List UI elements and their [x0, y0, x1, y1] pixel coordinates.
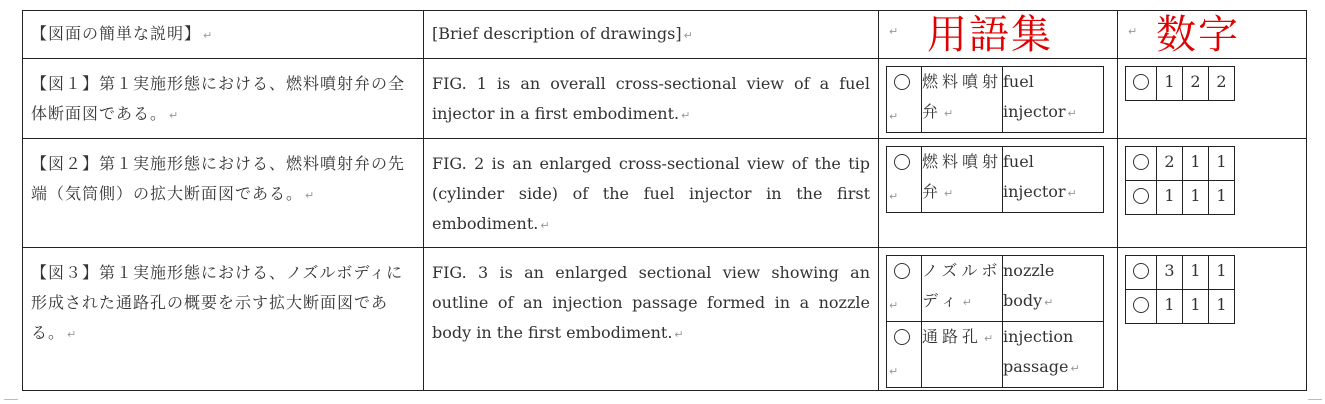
- checkbox-cell[interactable]: [1126, 256, 1157, 290]
- paragraph-mark: ↵: [889, 299, 899, 312]
- drawings-description-table: [22, 10, 1307, 391]
- paragraph-mark: ↵: [169, 109, 180, 122]
- row1-jp-text: 【図１】第１実施形態における、燃料噴射弁の全体断面図である。: [31, 74, 406, 123]
- glossary-entry: [887, 67, 1104, 133]
- paragraph-mark: ↵: [944, 187, 958, 200]
- paragraph-mark: ↵: [889, 110, 899, 123]
- glossary-table: [886, 66, 1104, 133]
- digit-cell: 1: [1209, 181, 1235, 215]
- checkbox-cell[interactable]: [1126, 181, 1157, 215]
- glossary-entry: [887, 256, 1104, 322]
- checkbox-cell[interactable]: [887, 67, 922, 133]
- table-row: [23, 139, 1307, 248]
- row3-numbers-cell[interactable]: [1118, 248, 1307, 391]
- digit-cell: 3: [1157, 256, 1183, 290]
- digit-cell: 1: [1209, 256, 1235, 290]
- digit-cell: 1: [1157, 67, 1183, 101]
- row2-jp-text: 【図２】第１実施形態における、燃料噴射弁の先端（気筒側）の拡大断面図である。: [31, 154, 406, 203]
- numbers-title: 数字: [1156, 12, 1240, 58]
- document-table-container: [22, 10, 1306, 390]
- header-cell-en[interactable]: [424, 11, 879, 59]
- row1-jp-cell[interactable]: [23, 59, 424, 139]
- row3-en-text: FIG. 3 is an enlarged sectional view showing an outline of an injection passage formed in a nozzle body in the first embodiment.: [432, 263, 870, 342]
- row3-en-cell[interactable]: [424, 248, 879, 391]
- row1-en-cell[interactable]: [424, 59, 879, 139]
- paragraph-mark: ↵: [67, 328, 78, 341]
- paragraph-mark: ↵: [540, 219, 550, 232]
- checkbox-cell[interactable]: [887, 256, 922, 322]
- paragraph-mark: ↵: [962, 296, 976, 309]
- row2-numbers-cell[interactable]: [1118, 139, 1307, 248]
- glossary-entry: [887, 147, 1104, 213]
- term-jp: 燃料噴射弁 ↵: [922, 67, 1003, 133]
- paragraph-mark: ↵: [889, 25, 899, 38]
- circle-checkbox-icon[interactable]: [894, 263, 910, 279]
- digit-cell: 2: [1209, 67, 1235, 101]
- row1-glossary-cell[interactable]: [879, 59, 1118, 139]
- term-jp: 通路孔 ↵: [922, 322, 1003, 388]
- row2-jp-cell[interactable]: [23, 139, 424, 248]
- paragraph-mark: ↵: [305, 189, 316, 202]
- checkbox-cell[interactable]: [887, 147, 922, 213]
- table-row: [23, 59, 1307, 139]
- number-entry: [1126, 290, 1235, 324]
- term-en: nozzle body ↵: [1003, 256, 1104, 322]
- digit-cell: 1: [1183, 256, 1209, 290]
- page-corner-mark-right: [1308, 399, 1322, 404]
- digit-cell: 1: [1157, 181, 1183, 215]
- header-row: [23, 11, 1307, 59]
- header-cell-glossary[interactable]: [879, 11, 1118, 59]
- digit-cell: 1: [1183, 147, 1209, 181]
- header-jp-text: 【図面の簡単な説明】: [31, 24, 202, 43]
- paragraph-mark: ↵: [1070, 362, 1080, 375]
- digit-cell: 1: [1209, 147, 1235, 181]
- checkbox-cell[interactable]: [1126, 290, 1157, 324]
- row3-glossary-cell[interactable]: [879, 248, 1118, 391]
- checkbox-cell[interactable]: [887, 322, 922, 388]
- circle-checkbox-icon[interactable]: [1133, 263, 1149, 279]
- digit-cell: 2: [1183, 67, 1209, 101]
- paragraph-mark: ↵: [1044, 296, 1054, 309]
- header-cell-jp[interactable]: [23, 11, 424, 59]
- number-entry: [1126, 256, 1235, 290]
- paragraph-mark: ↵: [203, 29, 214, 42]
- term-en: fuel injector ↵: [1003, 67, 1104, 133]
- number-entry: [1126, 67, 1235, 101]
- digit-cell: 1: [1183, 290, 1209, 324]
- term-jp: 燃料噴射弁 ↵: [922, 147, 1003, 213]
- row3-jp-text: 【図３】第１実施形態における、ノズルボディに形成された通路孔の概要を示す拡大断面図である。: [31, 263, 404, 342]
- glossary-table: [886, 146, 1104, 213]
- circle-checkbox-icon[interactable]: [1133, 297, 1149, 313]
- term-jp: ノズルボディ ↵: [922, 256, 1003, 322]
- glossary-title: 用語集: [927, 12, 1053, 58]
- circle-checkbox-icon[interactable]: [1133, 74, 1149, 90]
- checkbox-cell[interactable]: [1126, 147, 1157, 181]
- row1-numbers-cell[interactable]: [1118, 59, 1307, 139]
- digit-cell: 1: [1209, 290, 1235, 324]
- paragraph-mark: ↵: [984, 332, 998, 345]
- row2-en-text: FIG. 2 is an enlarged cross-sectional view of the tip (cylinder side) of the fuel injector in the first embodiment.: [432, 154, 870, 233]
- table-row: [23, 248, 1307, 391]
- circle-checkbox-icon[interactable]: [894, 329, 910, 345]
- digit-cell: 2: [1157, 147, 1183, 181]
- glossary-entry: [887, 322, 1104, 388]
- paragraph-mark: ↵: [944, 107, 958, 120]
- glossary-table: [886, 255, 1104, 388]
- term-en: fuel injector ↵: [1003, 147, 1104, 213]
- header-cell-numbers[interactable]: [1118, 11, 1307, 59]
- row1-en-text: FIG. 1 is an overall cross-sectional view of a fuel injector in a first embodiment.: [432, 74, 870, 123]
- number-entry: [1126, 147, 1235, 181]
- circle-checkbox-icon[interactable]: [1133, 188, 1149, 204]
- digit-cell: 1: [1183, 181, 1209, 215]
- paragraph-mark: ↵: [1067, 187, 1077, 200]
- digit-cell: 1: [1157, 290, 1183, 324]
- circle-checkbox-icon[interactable]: [1133, 154, 1149, 170]
- header-en-text: [Brief description of drawings]: [432, 24, 682, 43]
- term-en: injection passage ↵: [1003, 322, 1104, 388]
- paragraph-mark: ↵: [889, 365, 899, 378]
- numbers-table: [1125, 146, 1235, 215]
- paragraph-mark: ↵: [889, 190, 899, 203]
- paragraph-mark: ↵: [1128, 25, 1138, 38]
- paragraph-mark: ↵: [674, 328, 684, 341]
- circle-checkbox-icon[interactable]: [894, 154, 910, 170]
- row2-en-cell[interactable]: [424, 139, 879, 248]
- paragraph-mark: ↵: [683, 29, 693, 42]
- row2-glossary-cell[interactable]: [879, 139, 1118, 248]
- row3-jp-cell[interactable]: [23, 248, 424, 391]
- paragraph-mark: ↵: [681, 109, 691, 122]
- number-entry: [1126, 181, 1235, 215]
- paragraph-mark: ↵: [1067, 107, 1077, 120]
- circle-checkbox-icon[interactable]: [894, 74, 910, 90]
- numbers-table: [1125, 66, 1235, 101]
- numbers-table: [1125, 255, 1235, 324]
- page-corner-mark-left: [4, 399, 18, 404]
- checkbox-cell[interactable]: [1126, 67, 1157, 101]
